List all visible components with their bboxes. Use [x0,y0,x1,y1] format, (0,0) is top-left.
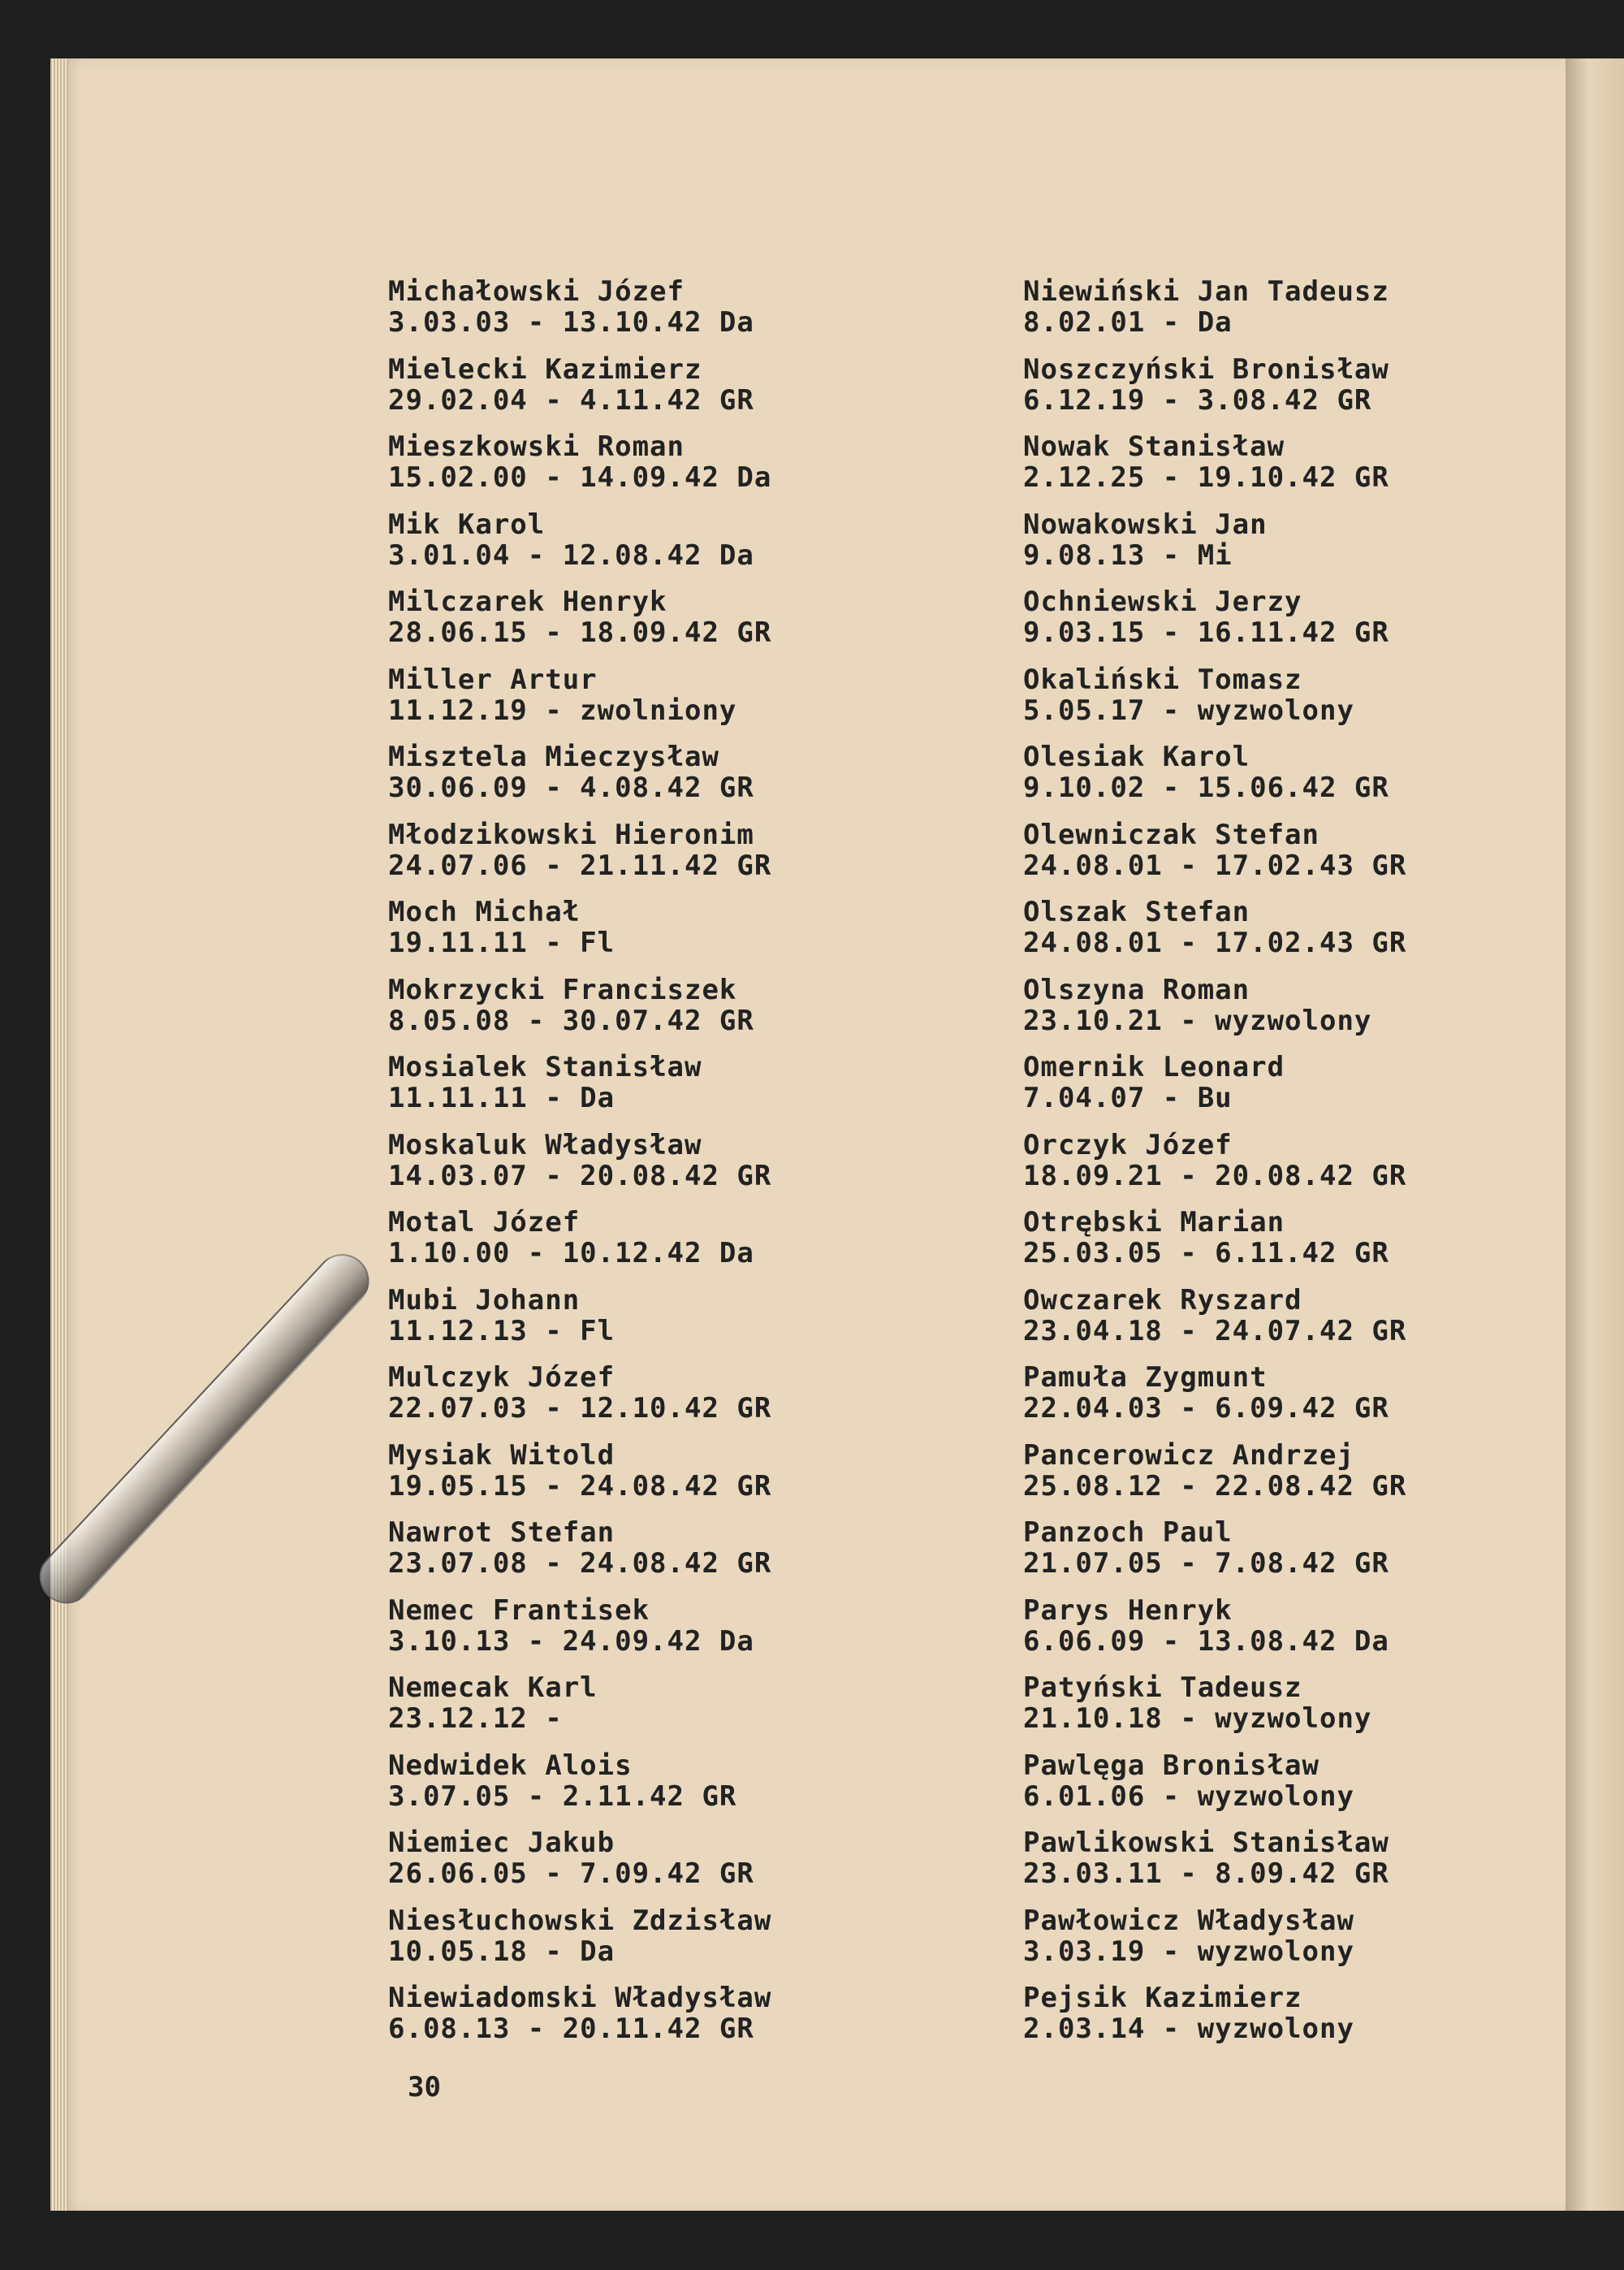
list-item [388,354,908,432]
list-item [388,975,908,1053]
entry-name: Olszak Stefan [1023,896,1250,928]
entry-dates: 8.02.01 - Da [1023,306,1233,339]
entry-dates: 6.01.06 - wyzwolony [1023,1779,1354,1813]
list-item [1023,1130,1543,1208]
list-item [1023,742,1543,819]
list-item [1023,819,1543,897]
list-item [388,1595,908,1673]
entry-dates: 23.03.11 - 8.09.42 GR [1023,1857,1389,1890]
entry-name: Niesłuchowski Zdzisław [388,1904,772,1937]
list-item [1023,1517,1543,1595]
entry-name: Olesiak Karol [1023,741,1250,773]
list-item [1023,1827,1543,1905]
entry-name: Olszyna Roman [1023,973,1250,1006]
entry-dates: 30.06.09 - 4.08.42 GR [388,772,754,804]
entry-name: Młodzikowski Hieronim [388,818,754,851]
list-item [388,1052,908,1130]
list-item [388,897,908,975]
entry-name: Pancerowicz Andrzej [1023,1438,1354,1472]
list-item [1023,1052,1543,1130]
list-item [1023,1362,1543,1440]
entry-name: Nemec Frantisek [388,1593,650,1627]
list-item [1023,897,1543,975]
list-item [1023,975,1543,1053]
entry-dates: 6.06.09 - 13.08.42 Da [1023,1624,1389,1658]
list-item [1023,1440,1543,1518]
entry-name: Pejsik Kazimierz [1023,1982,1302,2014]
entry-dates: 9.03.15 - 16.11.42 GR [1023,616,1389,649]
entry-name: Moch Michał [388,896,581,928]
entry-dates: 19.11.11 - Fl [388,927,615,959]
list-item [388,1207,908,1285]
entry-name: Pawlęga Bronisław [1023,1749,1320,1782]
list-item [388,819,908,897]
list-item [1023,1285,1543,1363]
entry-name: Pamuła Zygmunt [1023,1361,1268,1394]
list-item [388,1440,908,1518]
entry-dates: 3.03.03 - 13.10.42 Da [388,306,754,339]
list-item [388,276,908,354]
entry-dates: 3.01.04 - 12.08.42 Da [388,538,754,572]
list-item [388,586,908,664]
entry-name: Panzoch Paul [1023,1516,1233,1549]
entry-dates: 18.09.21 - 20.08.42 GR [1023,1159,1407,1192]
list-item [1023,354,1543,432]
entry-dates: 3.10.13 - 24.09.42 Da [388,1624,754,1658]
entry-name: Noszczyński Bronisław [1023,352,1389,386]
list-item [388,1905,908,1983]
list-item [388,1517,908,1595]
list-item [388,742,908,819]
entry-dates: 25.03.05 - 6.11.42 GR [1023,1237,1389,1269]
entry-name: Omernik Leonard [1023,1051,1285,1083]
entry-dates: 21.10.18 - wyzwolony [1023,1702,1372,1735]
entry-name: Milczarek Henryk [388,586,667,618]
entry-dates: 2.03.14 - wyzwolony [1023,2013,1354,2045]
list-item [388,1672,908,1750]
entry-name: Mulczyk Józef [388,1361,615,1394]
entry-name: Pawłowicz Władysław [1023,1904,1354,1937]
page-number: 30 [408,2071,441,2104]
list-item [388,1982,908,2060]
entry-name: Okaliński Tomasz [1023,663,1302,696]
list-item [1023,664,1543,742]
list-item [388,664,908,742]
list-item [388,509,908,587]
entry-dates: 23.04.18 - 24.07.42 GR [1023,1314,1407,1347]
list-item [1023,1982,1543,2060]
list-item [388,1130,908,1208]
entry-dates: 3.07.05 - 2.11.42 GR [388,1779,737,1813]
list-item [1023,1595,1543,1673]
entry-name: Mosialek Stanisław [388,1051,702,1083]
entry-name: Owczarek Ryszard [1023,1283,1302,1317]
entry-name: Mik Karol [388,508,546,541]
left-column [388,276,908,2060]
entry-dates: 5.05.17 - wyzwolony [1023,694,1354,727]
list-item [1023,1672,1543,1750]
entry-dates: 23.12.12 - [388,1702,563,1735]
next-page-edge [1566,58,1624,2211]
entry-dates: 29.02.04 - 4.11.42 GR [388,383,754,417]
entry-name: Mubi Johann [388,1283,581,1317]
entry-name: Niewiadomski Władysław [388,1982,772,2014]
entry-name: Moskaluk Władysław [388,1128,702,1161]
entry-dates: 10.05.18 - Da [388,1935,615,1968]
list-item [388,1827,908,1905]
entry-dates: 8.05.08 - 30.07.42 GR [388,1004,754,1037]
entry-dates: 11.11.11 - Da [388,1082,615,1114]
entry-dates: 28.06.15 - 18.09.42 GR [388,616,772,649]
entry-name: Mokrzycki Franciszek [388,973,737,1006]
entry-name: Nedwidek Alois [388,1749,633,1782]
entry-dates: 23.10.21 - wyzwolony [1023,1004,1372,1037]
list-item [1023,1905,1543,1983]
list-item [1023,1750,1543,1828]
list-item [1023,509,1543,587]
entry-name: Olewniczak Stefan [1023,818,1320,851]
list-item [388,1285,908,1363]
entry-name: Ochniewski Jerzy [1023,586,1302,618]
entry-name: Pawlikowski Stanisław [1023,1827,1389,1859]
page-binding [50,58,68,2211]
entry-dates: 19.05.15 - 24.08.42 GR [388,1469,772,1503]
entry-dates: 6.08.13 - 20.11.42 GR [388,2013,754,2045]
right-column [1023,276,1543,2060]
entry-name: Mieszkowski Roman [388,430,685,463]
list-item [388,1362,908,1440]
entry-dates: 9.08.13 - Mi [1023,538,1233,572]
entry-name: Nowak Stanisław [1023,430,1285,463]
list-item [1023,276,1543,354]
entry-name: Nawrot Stefan [388,1516,615,1549]
entry-dates: 24.07.06 - 21.11.42 GR [388,849,772,882]
entry-name: Parys Henryk [1023,1593,1233,1627]
entry-dates: 1.10.00 - 10.12.42 Da [388,1237,754,1269]
list-item [388,1750,908,1828]
entry-name: Orczyk Józef [1023,1128,1233,1161]
entry-name: Niewiński Jan Tadeusz [1023,275,1389,308]
list-item [1023,586,1543,664]
entry-dates: 14.03.07 - 20.08.42 GR [388,1159,772,1192]
entry-name: Mysiak Witold [388,1438,615,1472]
entry-dates: 11.12.13 - Fl [388,1314,615,1347]
entry-dates: 3.03.19 - wyzwolony [1023,1935,1354,1968]
entry-dates: 9.10.02 - 15.06.42 GR [1023,772,1389,804]
entry-dates: 26.06.05 - 7.09.42 GR [388,1857,754,1890]
entry-dates: 21.07.05 - 7.08.42 GR [1023,1547,1389,1580]
entry-dates: 22.07.03 - 12.10.42 GR [388,1392,772,1425]
list-item [1023,1207,1543,1285]
entry-name: Niemiec Jakub [388,1827,615,1859]
entry-name: Miller Artur [388,663,598,696]
list-item [388,431,908,509]
list-item [1023,431,1543,509]
entry-name: Nemecak Karl [388,1671,598,1704]
entry-name: Michałowski Józef [388,275,685,308]
entry-dates: 22.04.03 - 6.09.42 GR [1023,1392,1389,1425]
entry-dates: 23.07.08 - 24.08.42 GR [388,1547,772,1580]
entry-name: Patyński Tadeusz [1023,1671,1302,1704]
entry-dates: 7.04.07 - Bu [1023,1082,1233,1114]
entry-name: Mielecki Kazimierz [388,352,702,386]
entry-dates: 11.12.19 - zwolniony [388,694,737,727]
entry-dates: 24.08.01 - 17.02.43 GR [1023,849,1407,882]
entry-name: Otrębski Marian [1023,1206,1285,1239]
entry-name: Motal Józef [388,1206,581,1239]
entry-dates: 25.08.12 - 22.08.42 GR [1023,1469,1407,1503]
entry-dates: 24.08.01 - 17.02.43 GR [1023,927,1407,959]
entry-name: Misztela Mieczysław [388,741,719,773]
entry-dates: 2.12.25 - 19.10.42 GR [1023,461,1389,494]
entry-dates: 6.12.19 - 3.08.42 GR [1023,383,1372,417]
entry-dates: 15.02.00 - 14.09.42 Da [388,461,772,494]
entry-name: Nowakowski Jan [1023,508,1268,541]
